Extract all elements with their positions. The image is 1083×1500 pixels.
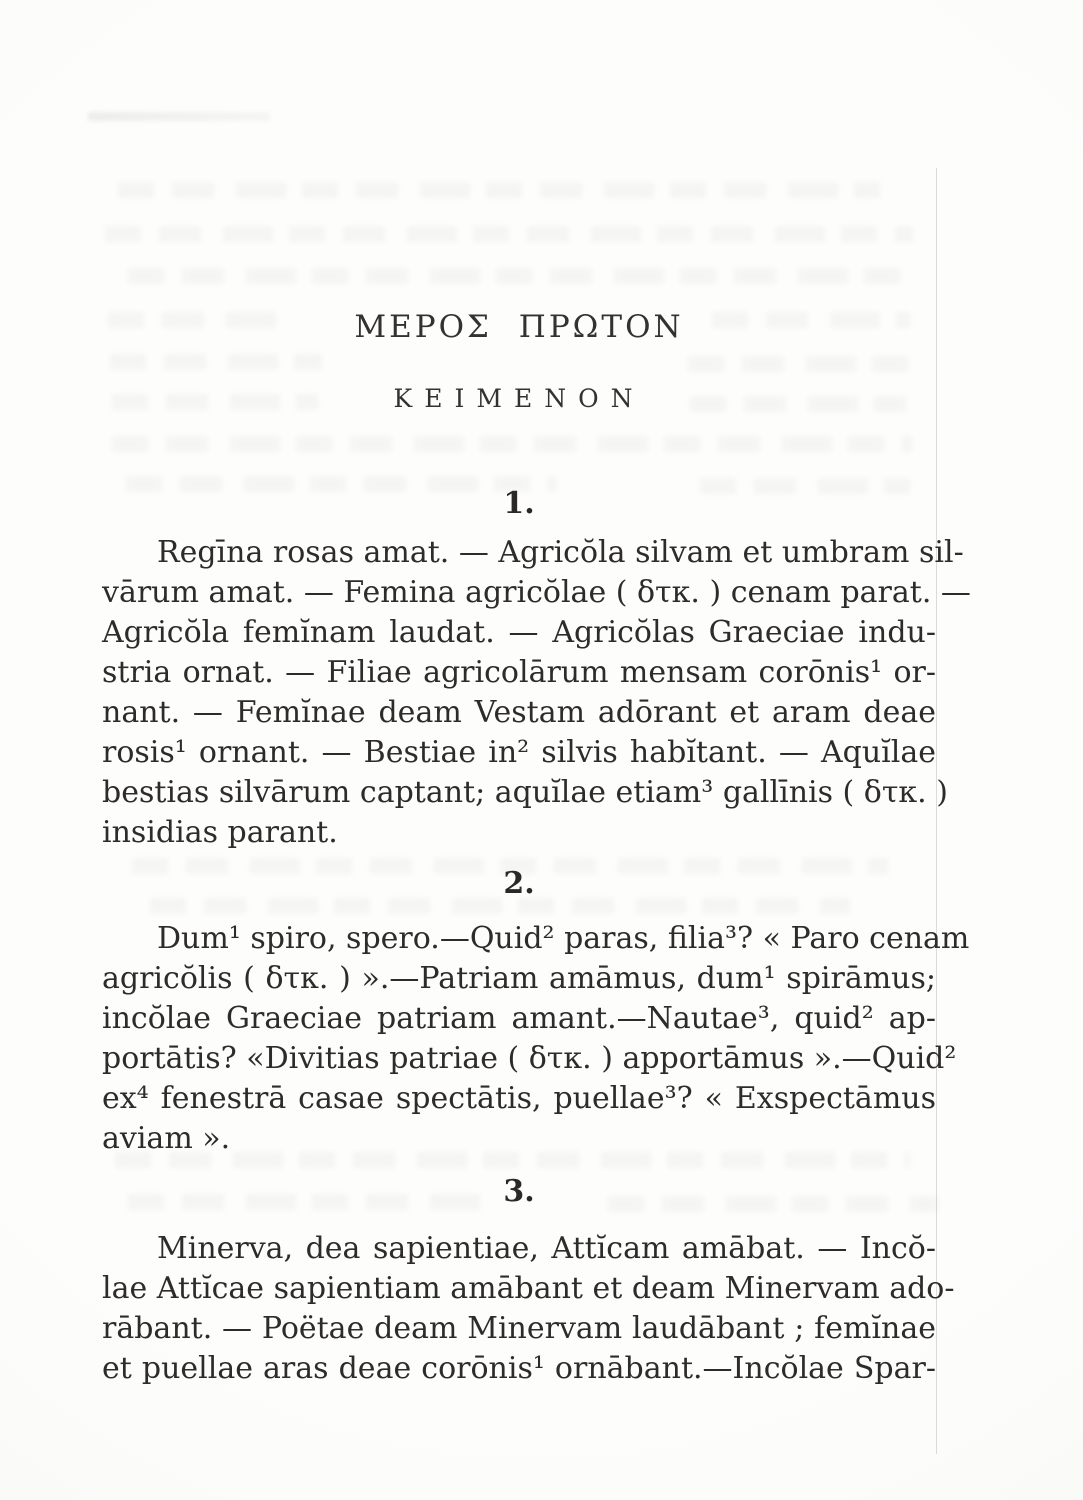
text-line: rābant. — Poëtae deam Minervam laudābant ; femĭnae — [102, 1311, 936, 1346]
part-title: ΜΕΡΟΣ ΠΡΩΤΟΝ — [354, 309, 684, 345]
text-column — [102, 0, 971, 1389]
text-line: et puellae aras deae corōnis¹ ornābant.—Incŏlae Spar- — [102, 1351, 936, 1386]
text-line: lae Attĭcae sapientiam amābant et deam Minervam ado- — [102, 1271, 955, 1306]
text-line: bestias silvārum captant; aquĭlae etiam³ gallīnis ( δτκ. ) — [102, 775, 948, 810]
text-line: stria ornat. — Filiae agricolārum mensam corōnis¹ or- — [102, 655, 936, 690]
text-line: nant. — Femĭnae deam Vestam adōrant et aram deae — [102, 695, 936, 730]
text-line: insidias parant. — [102, 815, 338, 850]
text-line: Agricŏla femĭnam laudat. — Agricŏlas Graeciae indu- — [102, 615, 936, 650]
text-line: Minerva, dea sapientiae, Attĭcam amābat. — Incŏ- — [157, 1231, 936, 1266]
exercise-section — [102, 486, 971, 853]
text-line: Dum¹ spiro, spero.—Quid² paras, filia³? « Paro cenam — [157, 921, 970, 956]
text-line: agricŏlis ( δτκ. ) ».—Patriam amāmus, dum¹ spirāmus; — [102, 961, 936, 996]
section-number: 2. — [503, 866, 535, 901]
text-line: incŏlae Graeciae patriam amant.—Nautae³, quid² ap- — [102, 1001, 936, 1036]
section-number: 3. — [503, 1174, 535, 1209]
exercise-sections — [102, 486, 971, 1389]
text-line: portātis? «Divitias patriae ( δτκ. ) apportāmus ».—Quid² — [102, 1041, 957, 1076]
text-line: ex⁴ fenestrā casae spectātis, puellae³? « Exspectāmus — [102, 1081, 936, 1116]
chapter-subtitle: ΚΕΙΜΕΝΟΝ — [393, 384, 645, 413]
text-line: aviam ». — [102, 1121, 231, 1156]
section-number: 1. — [503, 486, 535, 521]
text-line: rosis¹ ornant. — Bestiae in² silvis habĭtant. — Aquĭlae — [102, 735, 936, 770]
exercise-paragraph — [102, 919, 970, 1159]
text-line: Regīna rosas amat. — Agricŏla silvam et umbram sil- — [157, 535, 964, 570]
exercise-paragraph — [102, 533, 971, 853]
exercise-section — [102, 1174, 955, 1389]
page-edge-shadow — [936, 168, 937, 1454]
text-line: vārum amat. — Femina agricŏlae ( δτκ. ) cenam parat. — — [102, 575, 971, 610]
exercise-section — [102, 866, 970, 1159]
exercise-paragraph — [102, 1229, 955, 1389]
